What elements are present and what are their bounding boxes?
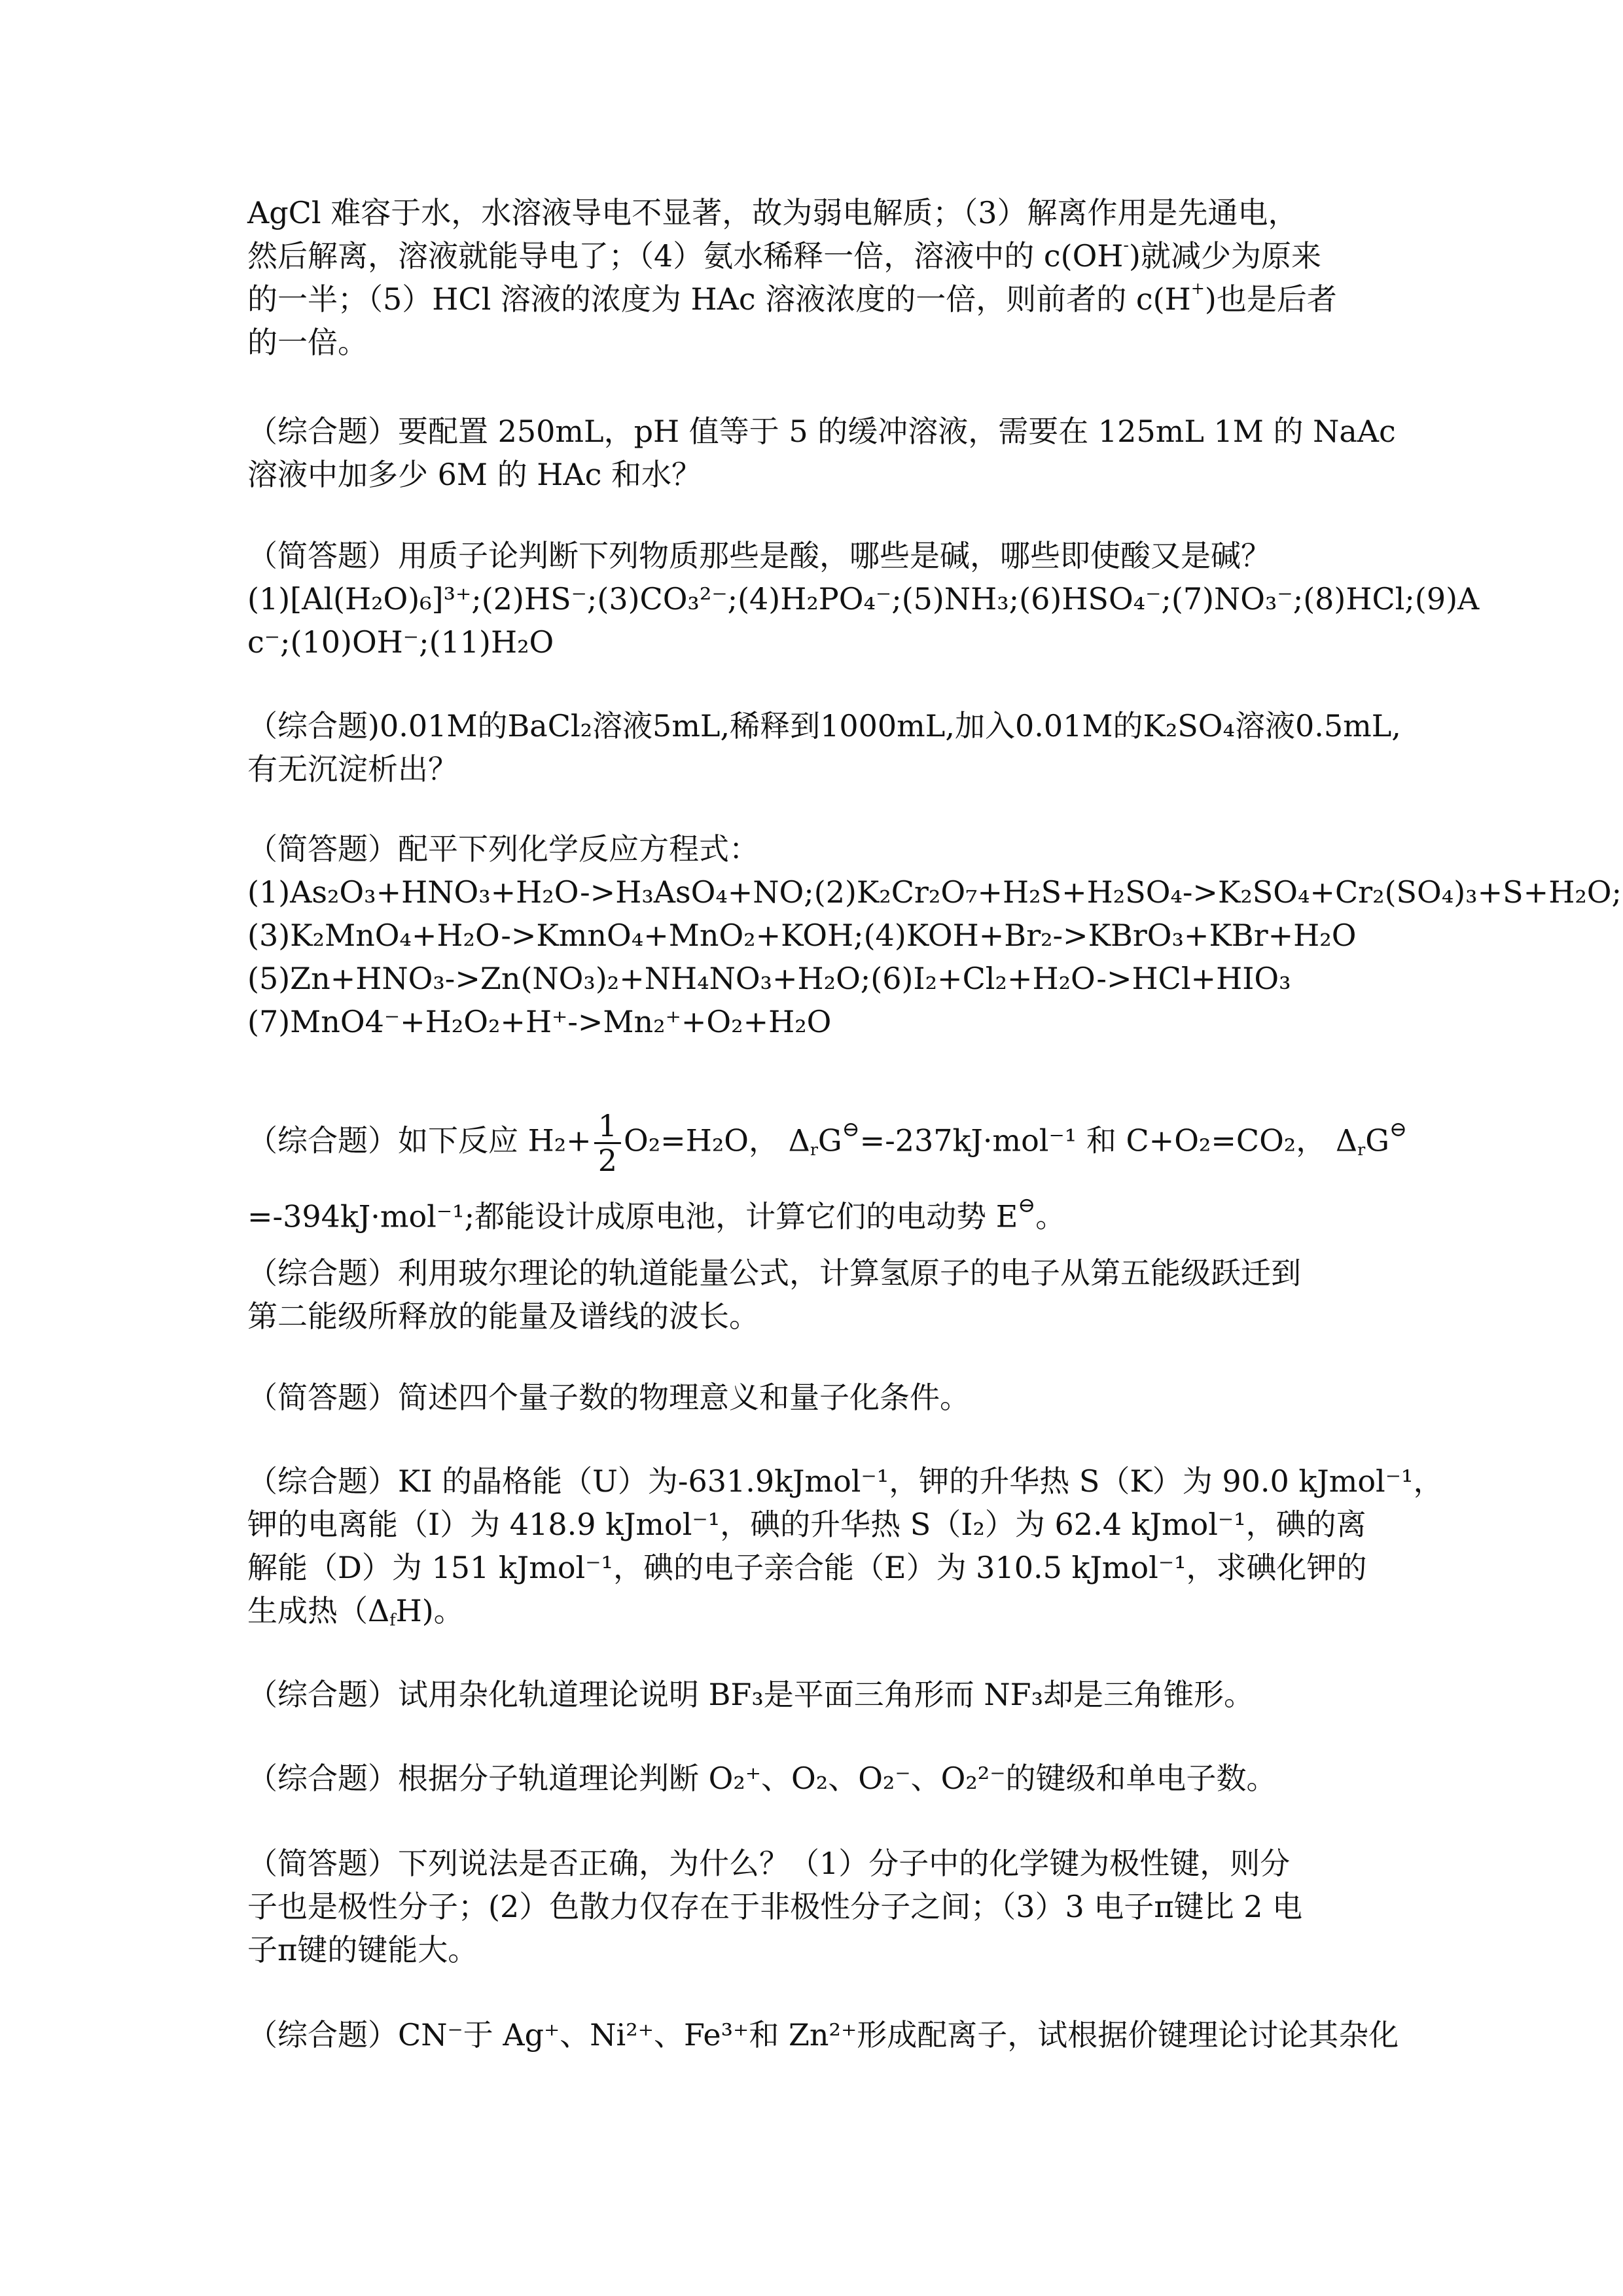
text-line: 的一倍。 [247, 325, 368, 360]
text-span: G [1365, 1122, 1389, 1158]
text-line [247, 1183, 1386, 1238]
superscript: + [1190, 278, 1205, 298]
text-span: H)。 [395, 1593, 464, 1628]
text-span: )就减少为原来 [1129, 238, 1321, 274]
question-acid-base [247, 534, 1480, 664]
text-line: （简答题）简述四个量子数的物理意义和量子化条件。 [247, 1380, 970, 1415]
paragraph-1 [247, 191, 1386, 364]
subscript: r [1357, 1139, 1366, 1159]
subscript: r [810, 1139, 818, 1159]
question-bohr-theory [247, 1251, 1386, 1338]
text-line [247, 234, 1386, 278]
text-line [247, 278, 1386, 321]
text-span: G [817, 1122, 842, 1158]
text-line: (5)Zn+HNO₃->Zn(NO₃)₂+NH₄NO₃+H₂O;(6)I₂+Cl₂+H₂O->HCl+HIO₃ [247, 961, 1291, 996]
question-hybrid-orbitals [247, 1673, 1386, 1716]
fraction-denominator: 2 [597, 1143, 618, 1179]
question-precipitation [247, 704, 1401, 791]
standard-state-symbol: ⊖ [1389, 1117, 1407, 1141]
fraction [594, 1109, 621, 1177]
text-line: 子也是极性分子；(2）色散力仅存在于非极性分子之间；（3）3 电子π键比 2 电 [247, 1889, 1303, 1924]
text-line: 子π键的键能大。 [247, 1932, 478, 1967]
text-span: )也是后者 [1204, 281, 1337, 317]
text-line: (1)As₂O₃+HNO₃+H₂O->H₃AsO₄+NO;(2)K₂Cr₂O₇+H₂S+H₂SO₄->K₂SO₄+Cr₂(SO₄)₃+S+H₂O; [247, 874, 1622, 910]
text-line [247, 1086, 1407, 1183]
text-line: （综合题）根据分子轨道理论判断 O₂⁺、O₂、O₂⁻、O₂²⁻的键级和单电子数。 [247, 1761, 1277, 1796]
text-span: 的一半；（5）HCl 溶液的浓度为 HAc 溶液浓度的一倍，则前者的 c(H [247, 281, 1191, 317]
text-span: （综合题）如下反应 H₂+ [247, 1122, 592, 1158]
superscript: - [1123, 235, 1129, 255]
text-line: 溶液中加多少 6M 的 HAc 和水？ [247, 457, 702, 492]
question-complex-ions [247, 2013, 1399, 2056]
text-line: （简答题）下列说法是否正确，为什么？（1）分子中的化学键为极性键，则分 [247, 1846, 1291, 1881]
text-line: AgCl 难容于水，水溶液导电不显著，故为弱电解质；（3）解离作用是先通电， [247, 195, 1298, 230]
text-span: =-237kJ·mol⁻¹ 和 C+O₂=CO₂， Δ [859, 1122, 1358, 1158]
question-quantum-numbers [247, 1376, 1386, 1419]
text-line: （综合题）试用杂化轨道理论说明 BF₃是平面三角形而 NF₃却是三角锥形。 [247, 1677, 1255, 1712]
text-line: （综合题）CN⁻于 Ag⁺、Ni²⁺、Fe³⁺和 Zn²⁺形成配离子，试根据价键理论讨论其杂化 [247, 2017, 1399, 2053]
text-line: （综合题）要配置 250mL，pH 值等于 5 的缓冲溶液，需要在 125mL 1M 的 NaAc [247, 414, 1396, 449]
text-line: 第二能级所释放的能量及谱线的波长。 [247, 1299, 759, 1334]
question-balance-equations [247, 827, 1622, 1043]
standard-state-symbol: ⊖ [842, 1117, 860, 1141]
question-molecular-orbitals [247, 1757, 1386, 1800]
text-line: c⁻;(10)OH⁻;(11)H₂O [247, 624, 554, 660]
question-galvanic-cell [247, 1086, 1407, 1238]
text-line: 解能（D）为 151 kJmol⁻¹，碘的电子亲合能（E）为 310.5 kJmol⁻¹，求碘化钾的 [247, 1550, 1367, 1585]
text-line: （简答题）配平下列化学反应方程式： [247, 831, 759, 867]
text-span: =-394kJ·mol⁻¹;都能设计成原电池，计算它们的电动势 E [247, 1198, 1018, 1234]
text-span: 生成热（Δ [247, 1593, 390, 1628]
question-born-haber [247, 1460, 1444, 1632]
text-line: （综合题）KI 的晶格能（U）为-631.9kJmol⁻¹，钾的升华热 S（K）为 90.0 kJmol⁻¹， [247, 1463, 1444, 1499]
text-span: 。 [1035, 1198, 1066, 1234]
subscript: f [389, 1610, 396, 1630]
text-span: 然后解离，溶液就能导电了；（4）氨水稀释一倍，溶液中的 c(OH [247, 238, 1124, 274]
text-line: （综合题)0.01M的BaCl₂溶液5mL,稀释到1000mL,加入0.01M的K₂SO₄溶液0.5mL, [247, 708, 1401, 744]
text-line: 钾的电离能（I）为 418.9 kJmol⁻¹，碘的升华热 S（I₂）为 62.4 kJmol⁻¹，碘的离 [247, 1507, 1366, 1542]
question-polarity [247, 1842, 1386, 1971]
text-line: (3)K₂MnO₄+H₂O->KmnO₄+MnO₂+KOH;(4)KOH+Br₂->KBrO₃+KBr+H₂O [247, 918, 1357, 953]
standard-state-symbol: ⊖ [1018, 1192, 1036, 1217]
text-line [247, 1589, 1386, 1632]
text-span: O₂=H₂O， Δ [624, 1122, 810, 1158]
question-buffer-solution [247, 410, 1396, 496]
text-line: （简答题）用质子论判断下列物质那些是酸，哪些是碱，哪些即使酸又是碱？ [247, 538, 1271, 573]
text-line: （综合题）利用玻尔理论的轨道能量公式，计算氢原子的电子从第五能级跃迁到 [247, 1255, 1301, 1291]
text-line: 有无沉淀析出？ [247, 751, 458, 787]
text-line: (1)[Al(H₂O)₆]³⁺;(2)HS⁻;(3)CO₃²⁻;(4)H₂PO₄⁻;(5)NH₃;(6)HSO₄⁻;(7)NO₃⁻;(8)HCl;(9)A [247, 581, 1480, 617]
text-line: (7)MnO4⁻+H₂O₂+H⁺->Mn₂⁺+O₂+H₂O [247, 1004, 832, 1039]
fraction-numerator: 1 [594, 1109, 621, 1144]
